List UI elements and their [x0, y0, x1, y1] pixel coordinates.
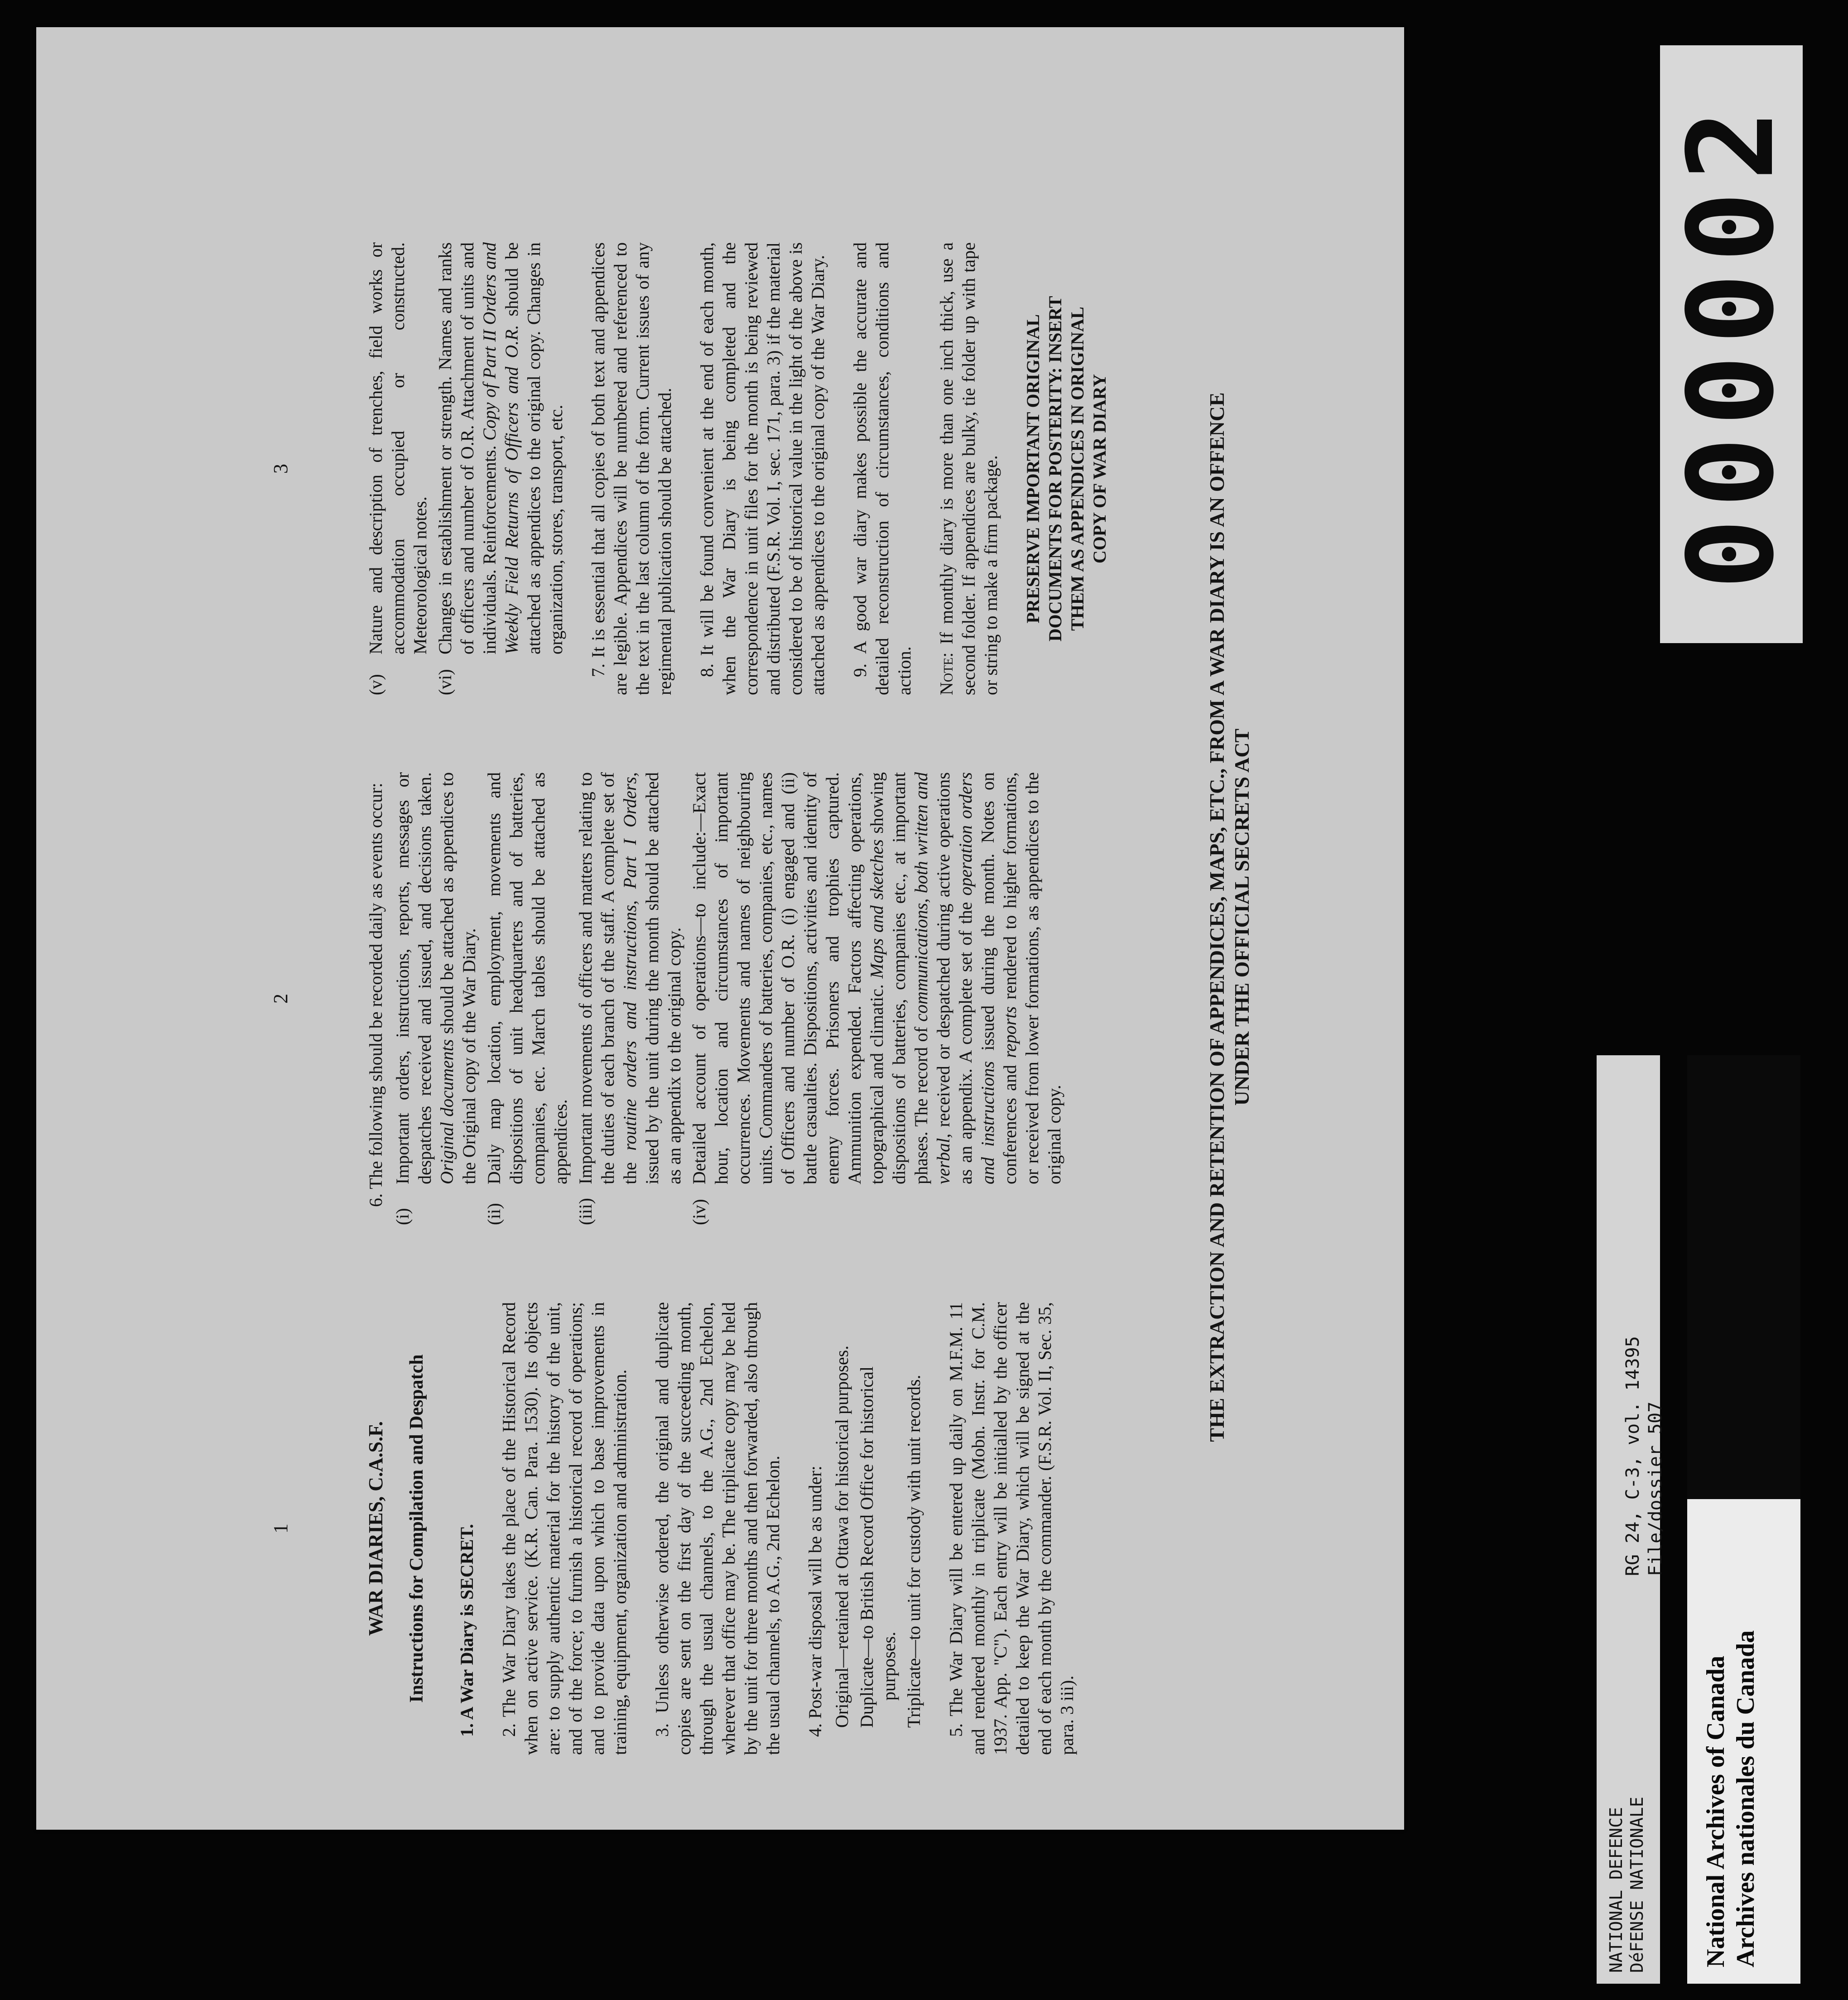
offence-warning-line-2: UNDER THE OFFICIAL SECRETS ACT	[1230, 728, 1253, 1106]
archive-reference-text: RG 24, C-3, vol. 14395 File/dossier 507	[1622, 1336, 1666, 1576]
archive-reference-label	[1612, 1051, 1680, 1585]
page-number-1: 1	[270, 1524, 292, 1534]
paragraph-2: 2. The War Diary takes the place of the Historical Record when on active service. (K.R. Can. Para. 1530). Its objects are: to supply authentic material for the history of the unit, and of the force; to furnish a historical record of operations; and to provide data upon which to base improvements in training, equipment, organization and administration.	[499, 1302, 630, 1755]
list-item-iii	[574, 772, 685, 1225]
paragraph-7: 7. It is essential that all copies of both text and appendices are legible. Appendices will be numbered and referenced to the text in the last column of the form. Current issues of any regimental publication should be attached.	[588, 242, 675, 695]
preserve-notice	[1022, 242, 1111, 695]
list-item-iv	[688, 772, 1065, 1225]
paragraph-9: 9. A good war diary makes possible the accurate and detailed reconstruction of circumstances, conditions and action.	[850, 242, 914, 695]
national-defence-text: NATIONAL DEFENCE DéFENSE NATIONALE	[1606, 1797, 1647, 1973]
list-text: Detailed account of operations—to include:—Exact hour, location and circumstances of important occurrences. Movements and names of neighbouring units. Commanders of batteries, companies, etc., names of Officers and number of O.R. (i) engaged and (ii) battle casualties. Dispositions, activities and identity of enemy forces. Prisoners and trophies captured. Ammunition expended. Factors affecting operations, topographical and climatic. Maps and sketches showing dispositions of batteries, companies etc., at important phases. The record of communications, both written and verbal, received or despatched during active operations as an appendix. A complete set of the operation orders and instructions issued during the month. Notes on conferences and reports rendered to higher formations, or received from lower formations, as appendices to the original copy.	[689, 772, 1064, 1184]
note-text: If monthly diary is more than one inch thick, use a second folder. If appendices are bulky, tie folder up with tape or string to make a firm package.	[936, 242, 1001, 695]
list-text: Daily map location, employment, movements and dispositions of unit headquarters and of batteries, companies, etc. March tables should be attached as appendices.	[484, 772, 571, 1184]
list-text: Changes in establishment or strength. Names and ranks of officers and number of O.R. Attachment of units and individuals. Reinforcements. Copy of Part II Orders and Weekly Field Returns of Officers and O.R. should be attached as appendices to the original copy. Changes in organization, stores, transport, etc.	[435, 242, 566, 654]
paragraph-1: 1. A War Diary is SECRET.	[457, 1524, 477, 1737]
list-text: Important movements of officers and matters relating to the duties of each branch of the staff. A complete set of the routine orders and instructions, Part I Orders, issued by the unit during the month should be attached as an appendix to the original copy.	[575, 772, 684, 1184]
list-number: (iii)	[575, 1198, 596, 1225]
note-label: Note:	[936, 652, 957, 695]
paragraph-8: 8. It will be found convenient at the end of each month, when the War Diary is being completed and the correspondence in unit files for the month is being reviewed and distributed (F.S.R. Vol. I, sec. 171, para. 3) if the material considered to be of historical value in the light of the above is attached as appendices to the original copy of the War Diary.	[697, 242, 828, 695]
paragraph-6-intro: 6. The following should be recorded daily as events occur:	[366, 783, 386, 1207]
offence-warning-line-1: THE EXTRACTION AND RETENTION OF APPENDICES, MAPS, ETC., FROM A WAR DIARY IS AN OFFENCE	[1205, 392, 1228, 1442]
rotated-page-content	[260, 79, 1311, 1755]
list-number: (i)	[392, 1208, 413, 1225]
list-item-i	[391, 772, 480, 1225]
preserve-line: COPY OF WAR DIARY	[1089, 374, 1110, 564]
disposal-triplicate: Triplicate—to unit for custody with unit records.	[904, 1375, 924, 1728]
list-item-ii	[483, 772, 572, 1225]
frame-number-card	[1660, 45, 1803, 643]
list-item-vi	[434, 242, 567, 695]
page-number-3: 3	[270, 464, 292, 474]
column-2	[365, 772, 1068, 1225]
list-number: (ii)	[484, 1203, 504, 1225]
disposal-original: Original—retained at Ottawa for historical purposes.	[832, 1345, 852, 1728]
document-subtitle: Instructions for Compilation and Despatch	[406, 1354, 427, 1703]
list-number: (iv)	[689, 1199, 709, 1225]
disposal-duplicate: Duplicate—to British Record Office for historical purposes.	[857, 1366, 899, 1728]
list-text: Nature and description of trenches, field works or accommodation occupied or constructed. Meteorological notes.	[366, 242, 430, 654]
preserve-line: DOCUMENTS FOR POSTERITY: INSERT	[1045, 296, 1065, 642]
preserve-line: PRESERVE IMPORTANT ORIGINAL	[1023, 314, 1043, 624]
paragraph-5: 5. The War Diary will be entered up daily on M.F.M. 11 and rendered monthly in triplicate (Mobn. Instr. for C.M. 1937. App. "C"). Each entry will be initialled by the officer detailed to keep the War Diary, which will be signed at the end of each month by the commander. (F.S.R. Vol. II, Sec. 35, para. 3 iii).	[946, 1302, 1077, 1755]
preserve-line: THEM AS APPENDICES IN ORIGINAL	[1067, 307, 1088, 631]
note	[935, 242, 1002, 695]
page-number-2: 2	[270, 994, 292, 1004]
national-archives-label: National Archives of Canada Archives nationales du Canada	[1702, 1630, 1760, 1967]
list-number: (vi)	[435, 669, 455, 695]
national-archives-card-inner	[1687, 1055, 1800, 1984]
paragraph-3: 3. Unless otherwise ordered, the original and duplicate copies are sent on the first day of the succeeding month, through the usual channels, to the A.G., 2nd Echelon, wherever that office may be. The triplicate copy may be held by the unit for three months and then forwarded, also through the usual channels, to A.G., 2nd Echelon.	[652, 1302, 783, 1755]
document-title: WAR DIARIES, C.A.S.F.	[365, 1421, 387, 1636]
column-1	[365, 1302, 1098, 1755]
list-text: Important orders, instructions, reports, messages or despatches received and issued, and decisions taken. Original documents should be attached as appendices to the Original copy of the War Diary.	[392, 772, 479, 1184]
divider	[1583, 1046, 1597, 1988]
column-3	[365, 242, 1111, 695]
list-item-v	[365, 242, 431, 695]
card-dark-region	[1687, 1055, 1800, 1499]
paragraph-4: 4. Post-war disposal will be as under:	[805, 1466, 825, 1737]
list-number: (v)	[366, 674, 386, 695]
national-archives-card	[1687, 1055, 1800, 1984]
war-diary-sheet	[36, 27, 1404, 1830]
frame-serial-number: 000002	[1663, 99, 1800, 590]
